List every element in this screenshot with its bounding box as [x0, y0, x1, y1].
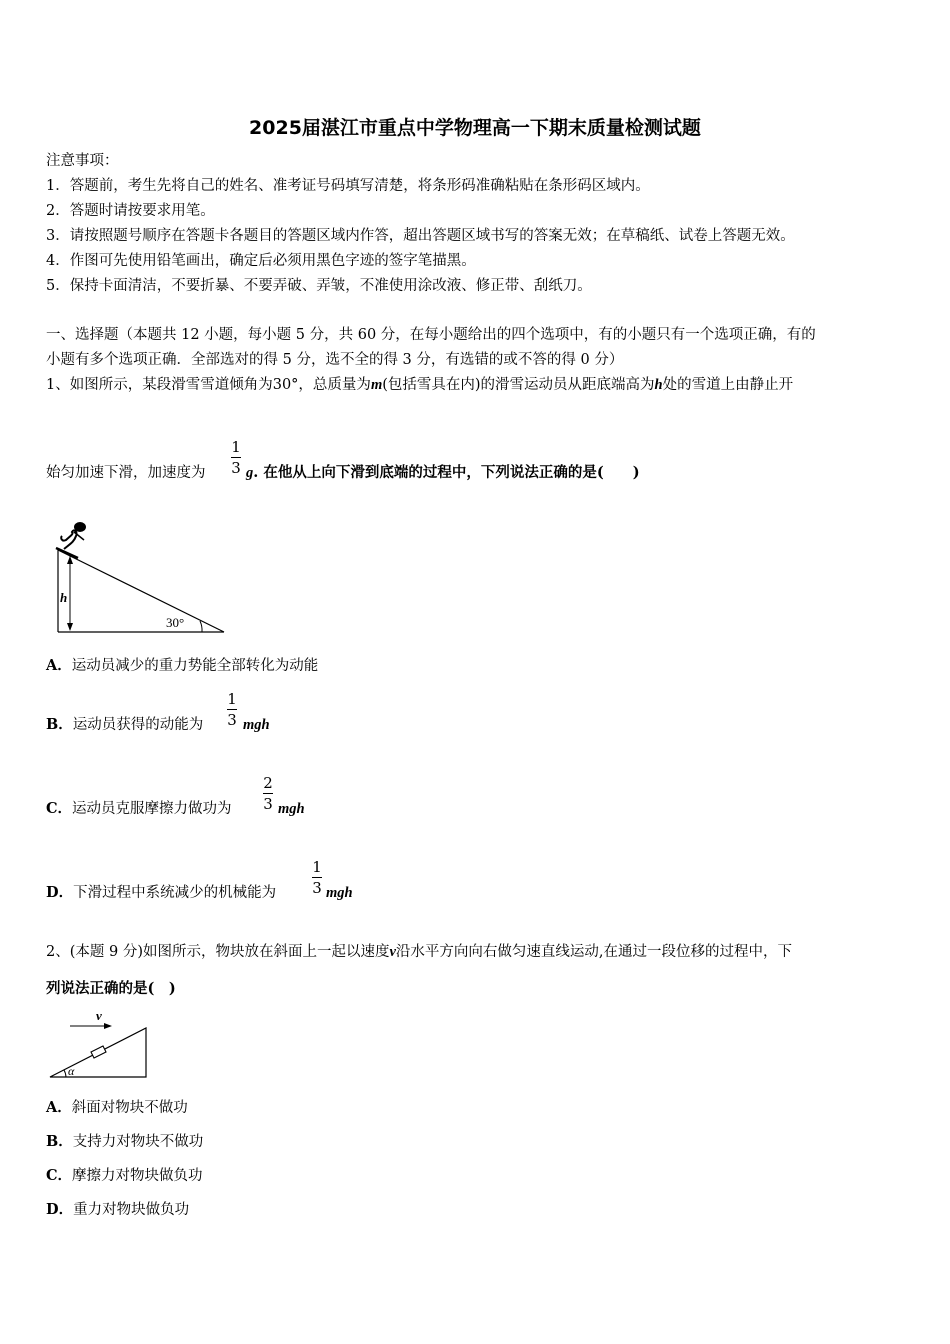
fraction-denominator: 3	[263, 795, 273, 813]
option-text: 摩擦力对物块做负功	[72, 1168, 203, 1184]
q1-option-c[interactable]	[46, 799, 232, 819]
option-text: 重力对物块做负功	[73, 1202, 190, 1218]
q2-option-d[interactable]	[46, 1200, 189, 1220]
q1-stem-text: . 在他从上向下滑到底端的过程中，下列说法正确的是( )	[253, 464, 640, 481]
section-instructions-line2: 小题有多个选项正确．全部选对的得 5 分，选不全的得 3 分，有选错的或不答的得 0 分）	[46, 352, 624, 368]
option-variable: mgh	[278, 801, 305, 817]
q2-var-v: v	[389, 944, 396, 960]
q1-var-h: h	[654, 377, 663, 393]
q1-var-m: m	[370, 377, 383, 393]
q2-stem-text: 2、(本题 9 分)如图所示，物块放在斜面上一起以速度	[46, 944, 390, 960]
small-block	[91, 1046, 106, 1058]
q1-stem-line2-right	[246, 463, 640, 483]
fraction-denominator: 3	[312, 879, 322, 897]
height-arrow-head-down	[67, 623, 73, 631]
velocity-arrow-head	[104, 1023, 112, 1029]
fraction-numerator: 1	[312, 858, 322, 876]
q2-option-c[interactable]	[46, 1166, 203, 1186]
option-label: B．	[46, 1133, 73, 1150]
angle-arc	[200, 621, 202, 632]
angle-label: α	[68, 1064, 75, 1078]
option-label: A．	[46, 657, 72, 674]
option-label: C．	[46, 1167, 73, 1184]
notes-item: 2．答题时请按要求用笔。	[46, 203, 215, 219]
q1-option-b[interactable]	[46, 715, 203, 735]
fraction-numerator: 1	[231, 438, 241, 456]
fraction-numerator: 2	[263, 774, 273, 792]
q1-option-d-fraction	[310, 857, 324, 898]
q1-fraction	[229, 437, 243, 478]
q2-stem-line1	[46, 942, 792, 962]
skier-icon	[56, 522, 86, 558]
velocity-label: v	[96, 1008, 102, 1023]
q1-stem-text: 1、如图所示，某段滑雪雪道倾角为30°，总质量为	[46, 377, 371, 393]
q1-figure	[50, 518, 230, 638]
option-text: 运动员克服摩擦力做功为	[72, 801, 232, 817]
option-variable: mgh	[326, 885, 353, 901]
option-text: 运动员获得的动能为	[72, 717, 204, 733]
q2-stem-text: 沿水平方向向右做匀速直线运动,在通过一段位移的过程中，下	[395, 944, 793, 960]
option-text: 下滑过程中系统减少的机械能为	[73, 885, 277, 901]
option-label: C．	[46, 800, 73, 817]
notes-item: 1．答题前，考生先将自己的姓名、准考证号码填写清楚，将条形码准确粘贴在条形码区域内。	[46, 178, 650, 194]
q2-stem-line2: 列说法正确的是( )	[46, 980, 176, 997]
fraction-numerator: 1	[227, 690, 237, 708]
q1-option-c-var	[278, 799, 305, 819]
height-label: h	[60, 590, 68, 605]
q1-stem-line2-left: 始匀加速下滑，加速度为	[46, 465, 206, 481]
q1-option-d[interactable]	[46, 883, 276, 903]
option-text: 运动员减少的重力势能全部转化为动能	[71, 658, 319, 674]
q2-option-b[interactable]	[46, 1132, 203, 1152]
q1-stem-text: (包括雪具在内)的滑雪运动员从距底端高为	[382, 377, 655, 393]
angle-label: 30°	[166, 615, 185, 630]
fraction-denominator: 3	[227, 711, 237, 729]
angle-arc	[64, 1070, 66, 1077]
option-label: D．	[46, 884, 74, 901]
option-label: A．	[46, 1099, 72, 1116]
option-label: B．	[46, 716, 73, 733]
section-instructions-line1: 一、选择题（本题共 12 小题，每小题 5 分，共 60 分，在每小题给出的四个选项中，有的小题只有一个选项正确，有的	[46, 327, 816, 343]
notes-heading: 注意事项：	[46, 153, 119, 169]
option-label: D．	[46, 1201, 74, 1218]
q2-option-a[interactable]	[46, 1098, 188, 1118]
q2-figure	[46, 1006, 150, 1082]
q1-option-a[interactable]	[46, 656, 318, 676]
q1-option-b-fraction	[225, 689, 239, 730]
q1-stem-text: 处的雪道上由静止开	[662, 377, 794, 393]
q1-option-d-var	[326, 883, 353, 903]
notes-item: 5．保持卡面清洁，不要折暴、不要弄破、弄皱，不准使用涂改液、修正带、刮纸刀。	[46, 278, 592, 294]
page-title: 2025届湛江市重点中学物理高一下期末质量检测试题	[249, 117, 701, 139]
option-text: 支持力对物块不做功	[72, 1134, 204, 1150]
q1-option-b-var	[243, 715, 270, 735]
option-variable: mgh	[243, 717, 270, 733]
incline-slope	[58, 550, 224, 632]
option-text: 斜面对物块不做功	[71, 1100, 188, 1116]
notes-item: 4．作图可先使用铅笔画出，确定后必须用黑色字迹的签字笔描黑。	[46, 253, 476, 269]
notes-item: 3．请按照题号顺序在答题卡各题目的答题区域内作答，超出答题区域书写的答案无效；在草稿纸、试卷上答题无效。	[46, 228, 795, 244]
q1-stem-line1	[46, 375, 793, 395]
q1-option-c-fraction	[261, 773, 275, 814]
fraction-denominator: 3	[231, 459, 241, 477]
q1-var-g: g	[246, 465, 254, 481]
